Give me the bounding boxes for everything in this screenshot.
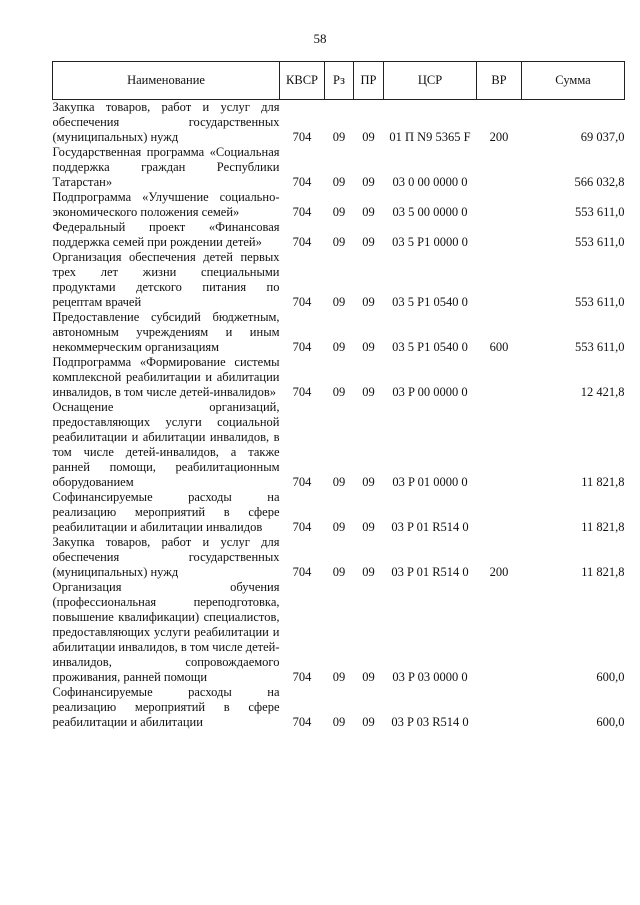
row-name: Подпрограмма «Улучшение социально-экономического положения семей» bbox=[52, 190, 280, 219]
row-csr: 03 5 00 0000 0 bbox=[392, 205, 468, 219]
page-number: 58 bbox=[313, 31, 327, 46]
row-vr: 200 bbox=[489, 565, 509, 579]
row-csr: 03 P 00 0000 0 bbox=[392, 385, 468, 399]
row-vr bbox=[477, 400, 522, 490]
row-rz: 09 bbox=[332, 130, 346, 144]
row-csr: 03 P 03 0000 0 bbox=[392, 670, 468, 684]
row-csr: 03 5 P1 0540 0 bbox=[392, 340, 468, 354]
row-sum: 69 037,0 bbox=[580, 130, 625, 144]
row-csr: 03 5 P1 0000 0 bbox=[392, 235, 468, 249]
row-rz: 09 bbox=[332, 565, 346, 579]
table-row bbox=[53, 490, 625, 535]
table-row bbox=[53, 100, 625, 146]
row-name: Подпрограмма «Формирование системы комплексной реабилитации и абилитации инвалидов, в том числе детей-инвалидов» bbox=[52, 355, 280, 399]
row-pr: 09 bbox=[362, 715, 375, 729]
row-rz: 09 bbox=[332, 385, 346, 399]
table-row bbox=[53, 580, 625, 685]
row-sum: 600,0 bbox=[596, 670, 625, 684]
row-kvsr: 704 bbox=[292, 175, 312, 189]
header-csr: ЦСР bbox=[384, 62, 477, 100]
row-name: Федеральный проект «Финансовая поддержка семей при рождении детей» bbox=[52, 220, 280, 249]
table-header-row bbox=[53, 62, 625, 100]
row-sum: 553 611,0 bbox=[574, 205, 625, 219]
row-rz: 09 bbox=[332, 235, 346, 249]
row-pr: 09 bbox=[362, 670, 375, 684]
row-kvsr: 704 bbox=[292, 670, 312, 684]
row-rz: 09 bbox=[332, 670, 346, 684]
row-vr bbox=[477, 580, 522, 685]
table-row bbox=[53, 400, 625, 490]
row-rz: 09 bbox=[332, 340, 346, 354]
table-row bbox=[53, 250, 625, 310]
row-name: Организация обеспечения детей первых трех лет жизни специальными продуктами детского питания по рецептам врачей bbox=[52, 250, 280, 309]
row-rz: 09 bbox=[332, 205, 346, 219]
row-name: Закупка товаров, работ и услуг для обеспечения государственных (муниципальных) нужд bbox=[52, 100, 280, 144]
row-pr: 09 bbox=[362, 235, 375, 249]
row-name: Закупка товаров, работ и услуг для обеспечения государственных (муниципальных) нужд bbox=[52, 535, 280, 579]
row-pr: 09 bbox=[362, 385, 375, 399]
row-csr: 03 P 03 R514 0 bbox=[391, 715, 469, 729]
row-pr: 09 bbox=[362, 175, 375, 189]
row-csr: 03 P 01 R514 0 bbox=[391, 520, 469, 534]
row-pr: 09 bbox=[362, 475, 375, 489]
row-csr: 03 P 01 R514 0 bbox=[391, 565, 469, 579]
row-kvsr: 704 bbox=[292, 205, 312, 219]
row-sum: 12 421,8 bbox=[580, 385, 625, 399]
row-rz: 09 bbox=[332, 295, 346, 309]
row-kvsr: 704 bbox=[292, 385, 312, 399]
row-vr bbox=[477, 145, 522, 190]
row-vr bbox=[477, 250, 522, 310]
row-csr: 03 0 00 0000 0 bbox=[392, 175, 468, 189]
table-row bbox=[53, 145, 625, 190]
table-row bbox=[53, 190, 625, 220]
row-name: Софинансируемые расходы на реализацию мероприятий в сфере реабилитации и абилитации инвалидов bbox=[52, 490, 280, 534]
row-kvsr: 704 bbox=[292, 475, 312, 489]
row-pr: 09 bbox=[362, 340, 375, 354]
table-row bbox=[53, 220, 625, 250]
table-row bbox=[53, 355, 625, 400]
row-vr bbox=[477, 355, 522, 400]
row-sum: 11 821,8 bbox=[581, 565, 625, 579]
header-rz: Рз bbox=[325, 62, 354, 100]
row-csr: 03 5 P1 0540 0 bbox=[392, 295, 468, 309]
row-sum: 600,0 bbox=[596, 715, 625, 729]
row-name: Софинансируемые расходы на реализацию мероприятий в сфере реабилитации и абилитации bbox=[52, 685, 280, 729]
row-name: Оснащение организаций, предоставляющих услуги социальной реабилитации и абилитации инвалидов, в том числе детей-инвалидов, а также ранней помощи, реабилитационным оборудованием bbox=[52, 400, 280, 489]
row-csr: 01 П N9 5365 F bbox=[389, 130, 471, 144]
budget-table bbox=[52, 61, 625, 730]
row-sum: 566 032,8 bbox=[574, 175, 625, 189]
table-body bbox=[53, 100, 625, 731]
table-row bbox=[53, 310, 625, 355]
header-name: Наименование bbox=[53, 62, 280, 100]
row-sum: 553 611,0 bbox=[574, 295, 625, 309]
row-kvsr: 704 bbox=[292, 340, 312, 354]
row-rz: 09 bbox=[332, 475, 346, 489]
row-kvsr: 704 bbox=[292, 565, 312, 579]
row-pr: 09 bbox=[362, 205, 375, 219]
row-name: Предоставление субсидий бюджетным, автономным учреждениям и иным некоммерческим организациям bbox=[52, 310, 280, 354]
table-row bbox=[53, 685, 625, 730]
row-kvsr: 704 bbox=[292, 715, 312, 729]
row-vr bbox=[477, 490, 522, 535]
row-name: Государственная программа «Социальная поддержка граждан Республики Татарстан» bbox=[52, 145, 280, 189]
header-pr: ПР bbox=[354, 62, 384, 100]
row-vr bbox=[477, 220, 522, 250]
row-vr: 200 bbox=[489, 130, 509, 144]
row-kvsr: 704 bbox=[292, 295, 312, 309]
row-rz: 09 bbox=[332, 715, 346, 729]
row-sum: 553 611,0 bbox=[574, 235, 625, 249]
row-rz: 09 bbox=[332, 175, 346, 189]
row-vr: 600 bbox=[489, 340, 509, 354]
header-sum: Сумма bbox=[522, 62, 625, 100]
row-csr: 03 P 01 0000 0 bbox=[392, 475, 468, 489]
row-kvsr: 704 bbox=[292, 130, 312, 144]
row-pr: 09 bbox=[362, 520, 375, 534]
header-kvsr: КВСР bbox=[280, 62, 325, 100]
row-vr bbox=[477, 685, 522, 730]
row-sum: 11 821,8 bbox=[581, 475, 625, 489]
row-sum: 553 611,0 bbox=[574, 340, 625, 354]
row-kvsr: 704 bbox=[292, 235, 312, 249]
row-pr: 09 bbox=[362, 565, 375, 579]
row-name: Организация обучения (профессиональная переподготовка, повышение квалификации) специалистов, предоставляющих услуги реабилитации и абилитации инвалидов, в том числе детей-инвалидов, сопровождаемого проживания, ранней помощи bbox=[52, 580, 280, 684]
row-pr: 09 bbox=[362, 130, 375, 144]
row-pr: 09 bbox=[362, 295, 375, 309]
row-sum: 11 821,8 bbox=[581, 520, 625, 534]
header-vr: ВР bbox=[477, 62, 522, 100]
row-rz: 09 bbox=[332, 520, 346, 534]
row-vr bbox=[477, 190, 522, 220]
table-row bbox=[53, 535, 625, 580]
row-kvsr: 704 bbox=[292, 520, 312, 534]
